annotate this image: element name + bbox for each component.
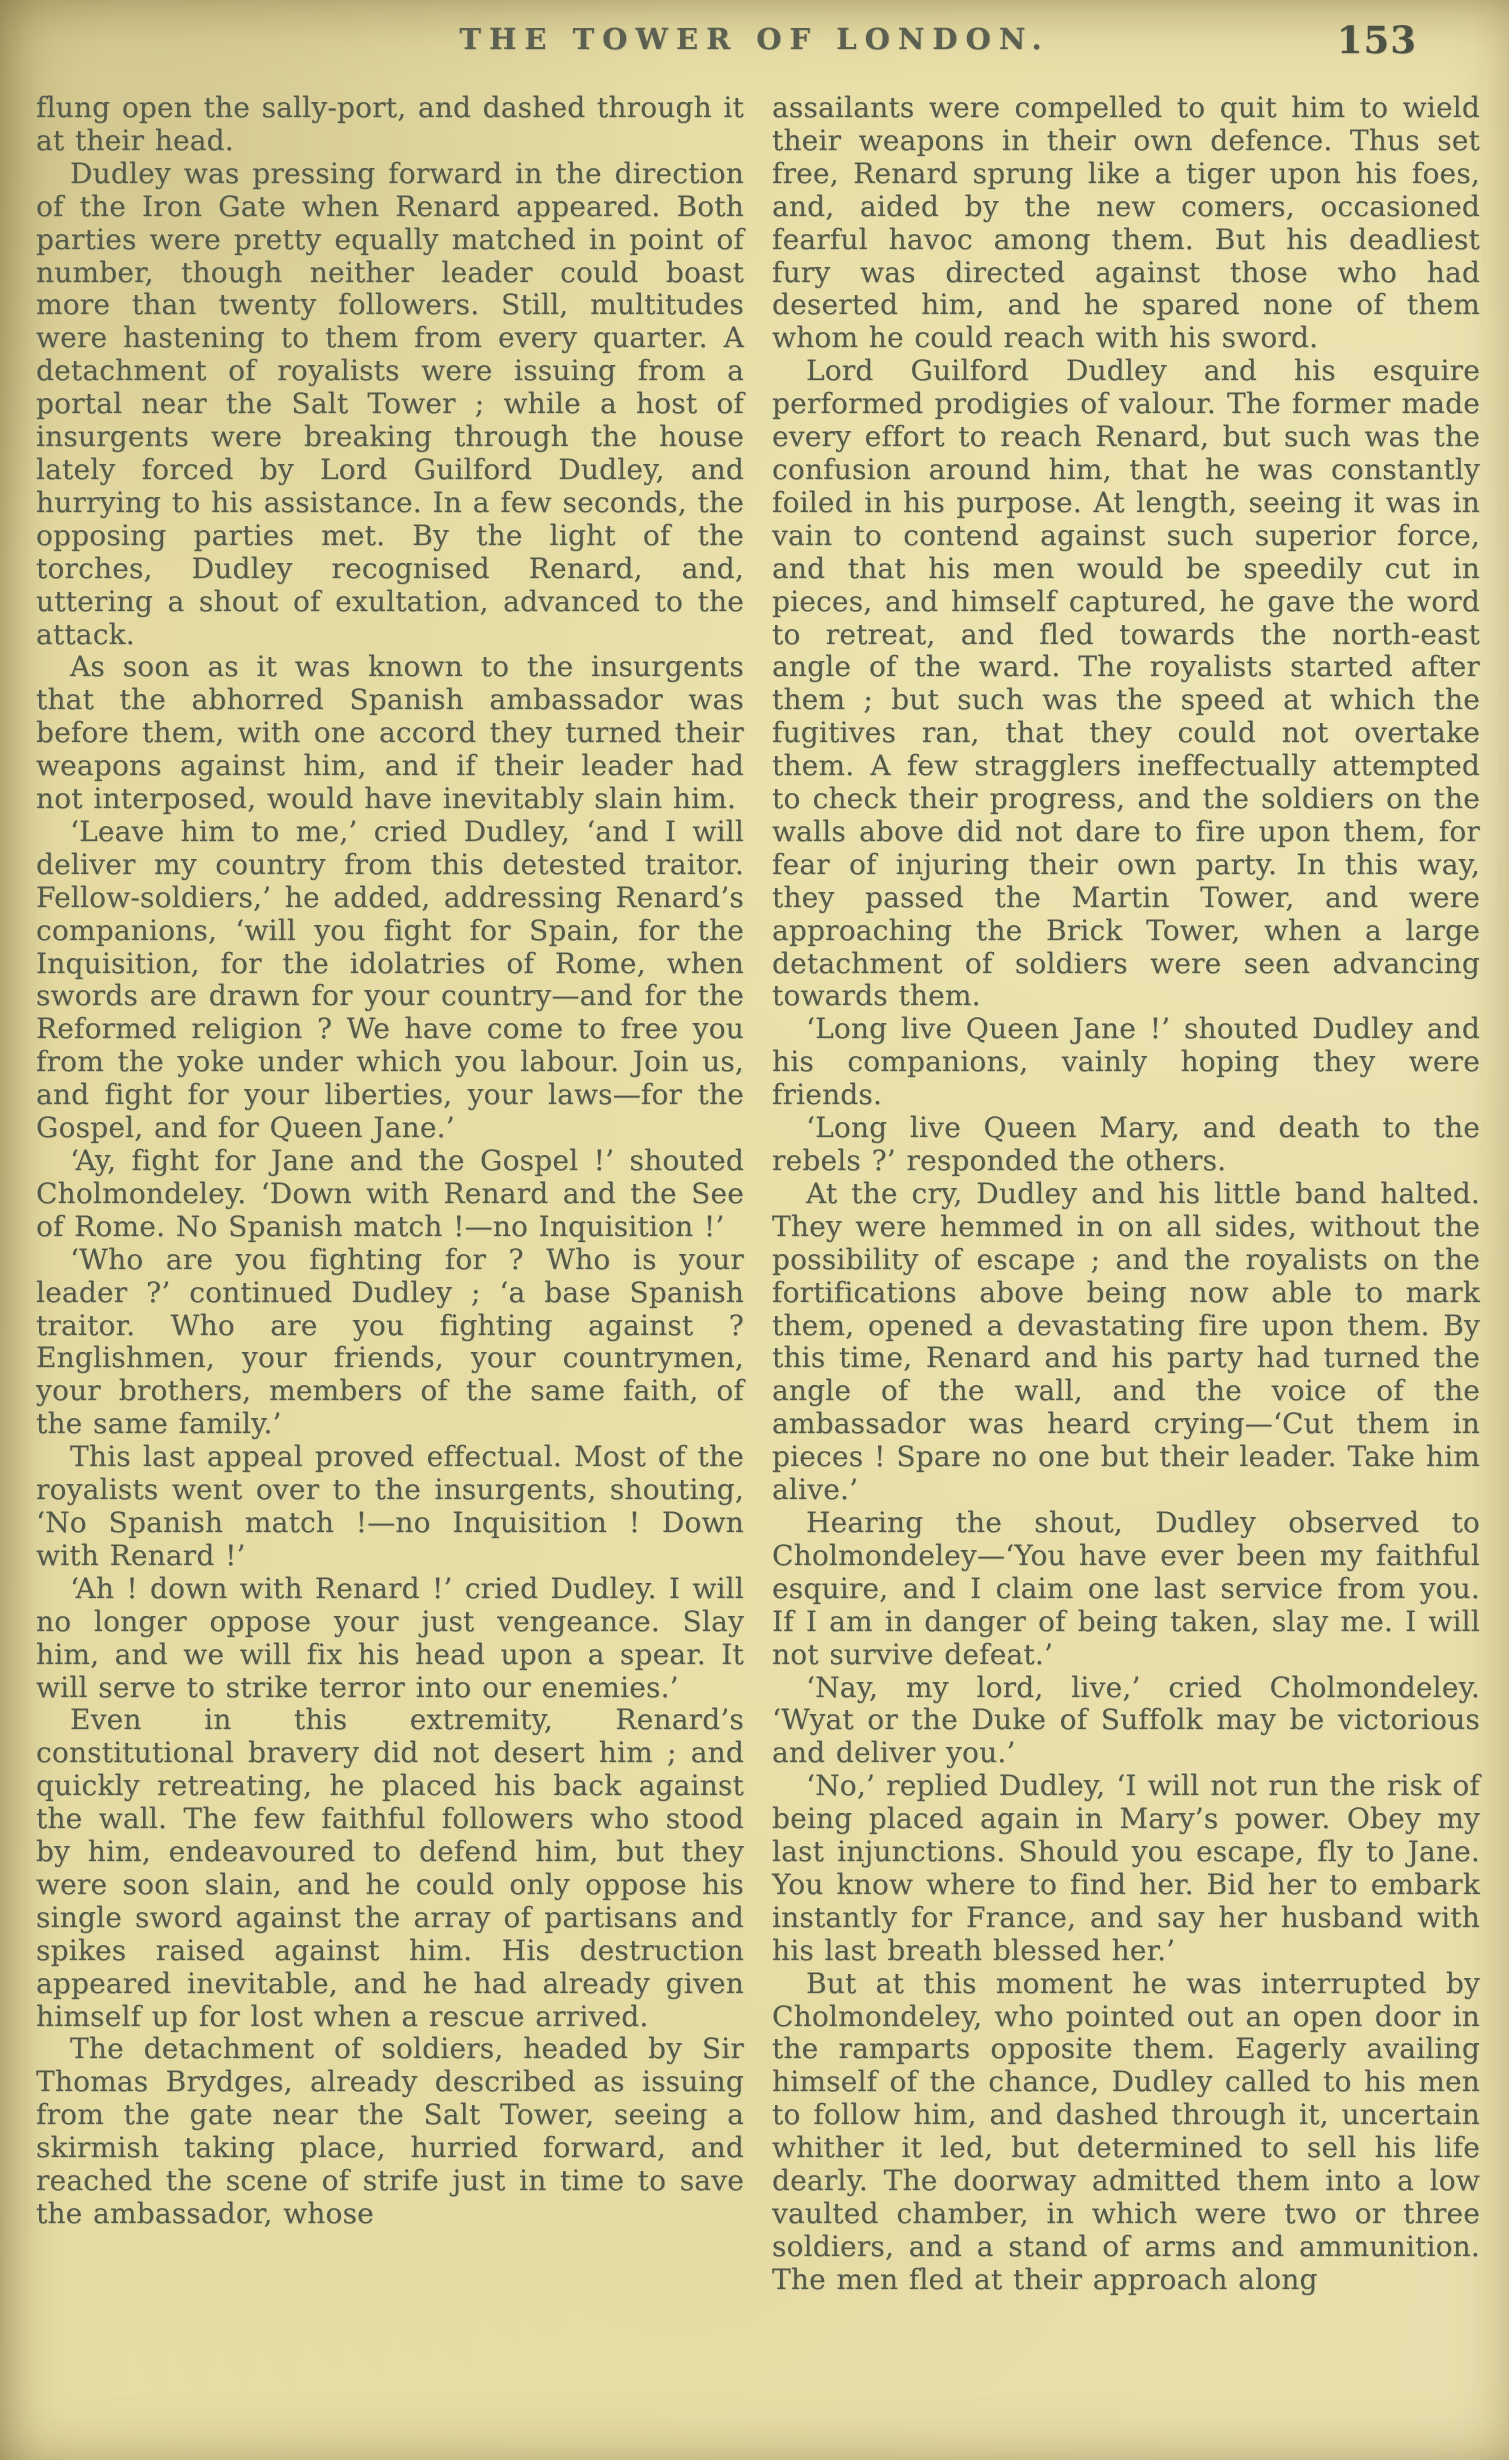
text-columns <box>36 92 1480 2297</box>
paragraph: Hearing the shout, Dudley observed to Cholmondeley—‘You have ever been my faithful esquire, and I claim one last service from you. If I am in danger of being taken, slay me. I will not survive defeat.’ <box>772 1505 1480 1671</box>
paragraph: The detachment of soldiers, headed by Sir Thomas Brydges, already described as issuing from the gate near the Salt Tower, seeing a skirmish taking place, hurried forward, and reached the scene of strife just in time to save the ambassador, whose <box>36 2032 744 2230</box>
page-number: 153 <box>1336 18 1417 62</box>
page-header <box>0 18 1509 86</box>
paragraph: This last appeal proved effectual. Most of the royalists went over to the insurgents, shouting, ‘No Spanish match !—no Inquisition ! Down with Renard !’ <box>36 1440 744 1572</box>
running-title: THE TOWER OF LONDON. <box>459 22 1050 56</box>
paragraph: assailants were compelled to quit him to wield their weapons in their own defence. Thus set free, Renard sprung like a tiger upon his foes, and, aided by the new comers, occasioned fearful havoc among them. But his deadliest fury was directed against those who had deserted him, and he spared none of them whom he could reach with his sword. <box>772 91 1480 355</box>
paragraph: ‘Long live Queen Mary, and death to the rebels ?’ responded the others. <box>772 1111 1480 1177</box>
paragraph: Lord Guilford Dudley and his esquire performed prodigies of valour. The former made every effort to reach Renard, but such was the confusion around him, that he was constantly foiled in his purpose. At length, seeing it was in vain to contend against such superior force, and that his men would be speedily cut in pieces, and himself captured, he gave the word to retreat, and fled towards the north-east angle of the ward. The royalists started after them ; but such was the speed at which the fugitives ran, that they could not overtake them. A few stragglers ineffectually attempted to check their progress, and the soldiers on the walls above did not dare to fire upon them, for fear of injuring their own party. In this way, they passed the Martin Tower, and were approaching the Brick Tower, when a large detachment of soldiers were seen advancing towards them. <box>772 354 1480 1013</box>
text-column-left <box>36 92 744 2297</box>
paragraph: ‘Who are you fighting for ? Who is your leader ?’ continued Dudley ; ‘a base Spanish traitor. Who are you fighting against ? Englishmen, your friends, your countrymen, your brothers, members of the same faith, of the same family.’ <box>36 1242 744 1441</box>
paragraph: ‘No,’ replied Dudley, ‘I will not run the risk of being placed again in Mary’s power. Obey my last injunctions. Should you escape, fly to Jane. You know where to find her. Bid her to embark instantly for France, and say her husband with his last breath blessed her.’ <box>772 1769 1480 1967</box>
paragraph: ‘Long live Queen Jane !’ shouted Dudley and his companions, vainly hoping they were friends. <box>772 1012 1480 1112</box>
paragraph: Dudley was pressing forward in the direction of the Iron Gate when Renard appeared. Both parties were pretty equally matched in point of number, though neither leader could boast more than twenty followers. Still, multitudes were hastening to them from every quarter. A detachment of royalists were issuing from a portal near the Salt Tower ; while a host of insurgents were breaking through the house lately forced by Lord Guilford Dudley, and hurrying to his assistance. In a few seconds, the opposing parties met. By the light of the torches, Dudley recognised Renard, and, uttering a shout of exultation, advanced to the attack. <box>36 156 744 651</box>
paragraph: As soon as it was known to the insurgents that the abhorred Spanish ambassador was before them, with one accord they turned their weapons against him, and if their leader had not interposed, would have inevitably slain him. <box>36 650 744 816</box>
paragraph: Even in this extremity, Renard’s constitutional bravery did not desert him ; and quickly retreating, he placed his back against the wall. The few faithful followers who stood by him, endeavoured to defend him, but they were soon slain, and he could only oppose his single sword against the array of partisans and spikes raised against him. His destruction appeared inevitable, and he had already given himself up for lost when a rescue arrived. <box>36 1703 744 2033</box>
paragraph: ‘Leave him to me,’ cried Dudley, ‘and I will deliver my country from this detested traitor. Fellow-soldiers,’ he added, addressing Renard’s companions, ‘will you fight for Spain, for the Inquisition, for the idolatries of Rome, when swords are drawn for your country—and for the Reformed religion ? We have come to free you from the yoke under which you labour. Join us, and fight for your liberties, your laws—for the Gospel, and for Queen Jane.’ <box>36 814 744 1145</box>
paragraph: ‘Ay, fight for Jane and the Gospel !’ shouted Cholmondeley. ‘Down with Renard and the See of Rome. No Spanish match !—no Inquisition !’ <box>36 1144 744 1243</box>
paragraph: But at this moment he was interrupted by Cholmondeley, who pointed out an open door in the ramparts opposite them. Eagerly availing himself of the chance, Dudley called to his men to follow him, and dashed through it, uncertain whither it led, but determined to sell his life dearly. The doorway admitted them into a low vaulted chamber, in which were two or three soldiers, and a stand of arms and ammunition. The men fled at their approach along <box>772 1966 1480 2296</box>
paragraph: ‘Nay, my lord, live,’ cried Cholmondeley. ‘Wyat or the Duke of Suffolk may be victorious and deliver you.’ <box>772 1670 1480 1770</box>
paragraph: ‘Ah ! down with Renard !’ cried Dudley. I will no longer oppose your just vengeance. Slay him, and we will fix his head upon a spear. It will serve to strike terror into our enemies.’ <box>36 1571 744 1704</box>
paragraph: flung open the sally-port, and dashed through it at their head. <box>36 91 744 157</box>
text-column-right <box>772 92 1480 2297</box>
paragraph: At the cry, Dudley and his little band halted. They were hemmed in on all sides, without the possibility of escape ; and the royalists on the fortifications above being now able to mark them, opened a devastating fire upon them. By this time, Renard and his party had turned the angle of the wall, and the voice of the ambassador was heard crying—‘Cut them in pieces ! Spare no one but their leader. Take him alive.’ <box>772 1176 1480 1507</box>
